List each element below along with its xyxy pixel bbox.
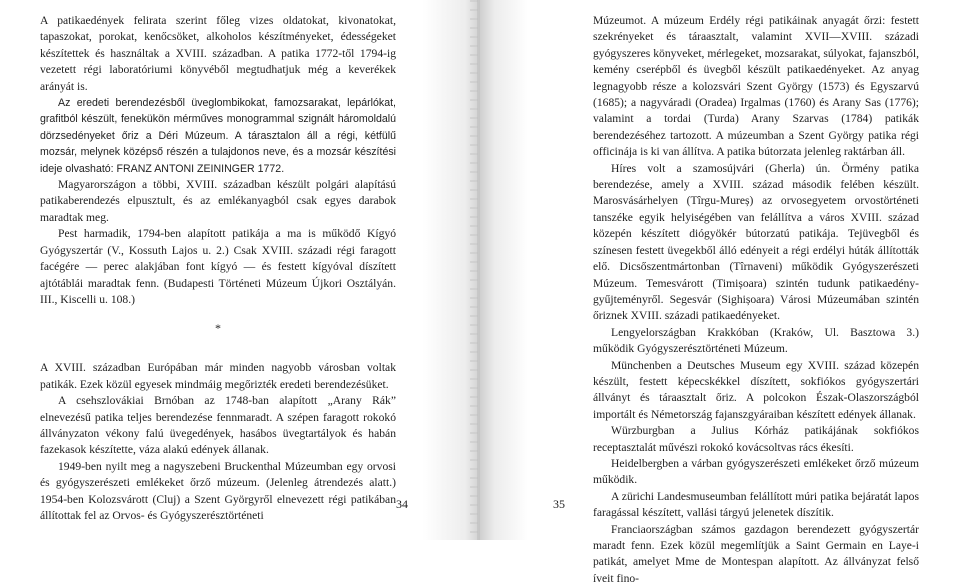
paragraph: Híres volt a szamosújvári (Gherla) ún. Örmény patika berendezése, amely a XVIII. század második felében készült. Marosvásárhelyen (Tîrgu-Mureș) az orvosegyetem orvostörténeti tanszéke egyik helyiségében van felállítva a város XVIII. század közepén készített diógyökér bútorzatú patikája. Tejüvegből és színesen festett üvegekből álló edényeit a régi erdélyi húták állították elő. Dicsőszentmártonban (Tîrnaveni) működik Gyógyszerészeti Múzeum. Temesvárott (Timișoara) szintén tudunk patikaedény-gyűjteményről. Segesvár (Sighișoara) Városi Múzeumában szintén őriznek XVIII. századi patikaedényeket. xyxy=(593,161,919,323)
paragraph: A csehszlovákiai Brnóban az 1748-ban alapított „Arany Rák” elnevezésű patika teljes berendezése fennmaradt. A szépen faragott rokokó állványzaton vékony falú üvegedények, hasábos üvegtartályok és habán fazekasok készítette, váza alakú edények állanak. xyxy=(40,394,396,457)
paragraph: Würzburgban a Julius Kórház patikájának sokfiókos receptasztalát művészi rokokó kovácsoltvas rács ékesíti. xyxy=(593,424,919,454)
paragraph: Múzeumot. A múzeum Erdély régi patikáinak anyagát őrzi: festett szekrényeket és táraasztalt, valamint XVII—XVIII. századi gyógyszeres könyveket, mérlegeket, mozsarakat, súlyokat, fajanszból, kemény cserépből és üvegből készült patikaedényeket. Az anyag legnagyobb része a kolozsvári Szent György (1573) és Egyszarvú (1685); a nagyváradi (Oradea) Irgalmas (1760) és Arany Sas (1776); valamint a tordai (Turda) Arany Szarvas (1784) patikák berendezéséhez tartozott. A múzeumban a Szent György patika régi officinája is ki van állítva. A patika bútorzata jelenleg raktárban áll. xyxy=(593,14,919,159)
paragraph: Heidelbergben a várban gyógyszerészeti emlékeket őrző múzeum működik. xyxy=(593,456,919,487)
paragraph: 1949-ben nyilt meg a nagyszebeni Bruckenthal Múzeumban egy orvosi és gyógyszerészeti emlékeket őrző múzeum. (Jelenleg átrendezés alatt.) 1954-ben Kolozsvárott (Cluj) a Szent Györgyről elnevezett régi patikában állítottak fel az Orvos- és Gyógyszerésztörténeti xyxy=(40,459,396,522)
page-number: 35 xyxy=(553,497,565,511)
paragraph: Lengyelországban Krakkóban (Kraków, Ul. Basztowa 3.) működik Gyógyszerésztörténeti Múzeum. xyxy=(593,325,919,356)
right-page xyxy=(480,0,960,585)
paragraph: Magyarországon a többi, XVIII. században készült polgári alapítású patikaberendezés elpusztult, és az emlékanyagból csak egyes darabok maradtak meg. xyxy=(40,178,396,224)
paragraph: A patikaedények felirata szerint főleg vizes oldatokat, kivonatokat, tapaszokat, porokat, kenőcsöket, alkoholos készítményeket, édességeket készítettek és használtak a XVIII. században. A patika 1772-től 1794-ig vezetett régi laboratóriumi könyvéből megtudhatjuk még a keverékek arányát is. xyxy=(40,14,396,93)
left-page xyxy=(0,0,480,540)
paragraph: A zürichi Landesmuseumban felállított múri patika bejáratát lapos faragással készített, vallási tárgyú jelenetek díszítik. xyxy=(593,489,919,520)
section-separator: * xyxy=(215,321,221,336)
paragraph: Münchenben a Deutsches Museum egy XVIII. század közepén készült, festett képecskékkel díszített, sokfiókos gyógyszertári állványt és táraasztalt őriz. A polcokon Észak-Olaszországból importált és Németország fajanszgyáraiban készített edények állanak. xyxy=(593,358,919,421)
paragraph: Pest harmadik, 1794-ben alapított patikája a ma is működő Kígyó Gyógyszertár (V., Kossuth Lajos u. 2.) Csak XVIII. századi régi faragott facégére — perec alakjában font kígyó — és festett kígyóval díszített ajtótáblái maradtak fenn. (Budapesti Történeti Múzeum Újkori Osztályán. III., Kiscelli u. 108.) xyxy=(40,227,396,306)
page-number: 34 xyxy=(396,497,408,511)
paragraph: A XVIII. században Európában már minden nagyobb városban voltak patikák. Ezek közül egyesek mindmáig megőrizték eredeti berendezésüket. xyxy=(40,361,396,391)
right-text-column xyxy=(593,13,919,587)
paragraph: Franciaországban számos gazdagon berendezett gyógyszertár maradt fenn. Ezek közül megemlítjük a Saint Germain en Laye-i patikát, amelyet Mme de Montespan alapított. Az állványzat felső íveit fino- xyxy=(593,522,919,585)
paragraph: Az eredeti berendezésből üveglombikokat, famozsarakat, lepárlókat, grafitból készült, fenekükön mérműves monogrammal szignált háromoldalú dörzsedényeket őriz a Déri Múzeum. A tárasztalon áll a régi, kétfülű mozsár, melynek középső részén a tulajdonos neve, és a mozsár készítési ideje olvasható: FRANZ ANTONI ZEININGER 1772. xyxy=(40,97,396,175)
left-text-column xyxy=(40,13,396,524)
